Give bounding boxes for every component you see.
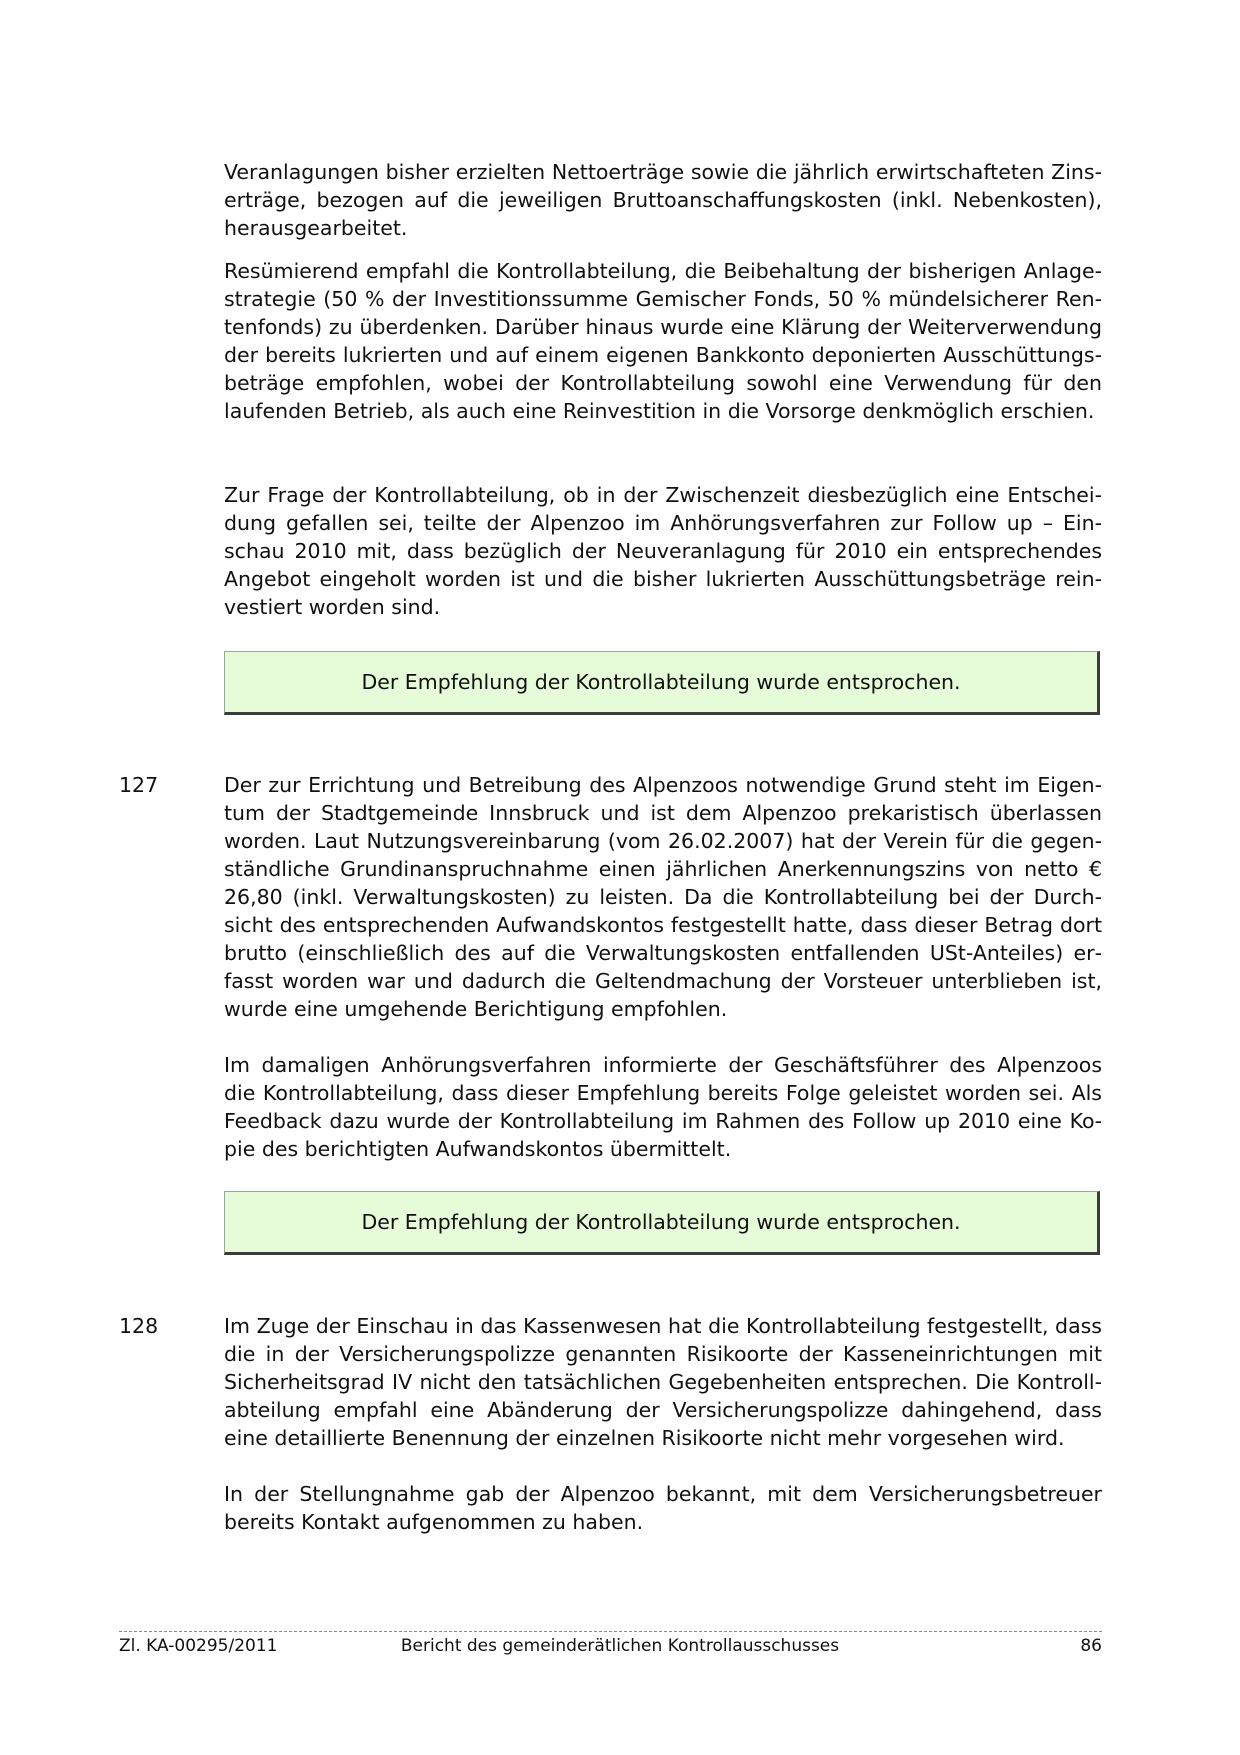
paragraph-cash-insurance: Im Zuge der Einschau in das Kassenwesen hat die Kontrollabteilung festgestellt, dass die in der Versicherungspolizze genannten Risikoorte der Kasseneinrichtungen mit Sicherheitsgrad IV nicht den tatsächlichen Gegebenheiten entsprechen. Die Kontrollabteilung empfahl eine Abänderung der Versicherungspolizze dahingehend, dass eine detaillierte Benennung der einzelnen Risikoorte nicht mehr vorgesehen wird.	[224, 1314, 1102, 1450]
recommendation-fulfilled-box-2	[224, 1191, 1100, 1255]
footer-reference-number: Zl. KA-00295/2011	[119, 1636, 278, 1656]
recommendation-fulfilled-text-2: Der Empfehlung der Kontrollabteilung wurde entsprochen.	[361, 1210, 961, 1234]
footer-page-number: 86	[1080, 1636, 1102, 1656]
recommendation-fulfilled-text-1: Der Empfehlung der Kontrollabteilung wurde entsprochen.	[361, 670, 961, 694]
section-number-127: 127	[119, 773, 159, 797]
paragraph-follow-up-decision: Zur Frage der Kontrollabteilung, ob in der Zwischenzeit diesbezüglich eine Entscheidung gefallen sei, teilte der Alpenzoo im Anhörungsverfahren zur Follow up – Einschau 2010 mit, dass bezüglich der Neuveranlagung für 2010 ein entsprechendes Angebot eingeholt worden ist und die bisher lukrierten Ausschüttungsbeträge reinvestiert worden sind.	[224, 483, 1102, 619]
recommendation-fulfilled-box-1	[224, 651, 1100, 715]
paragraph-ground-usage: Der zur Errichtung und Betreibung des Alpenzoos notwendige Grund steht im Eigentum der Stadtgemeinde Innsbruck und ist dem Alpenzoo prekaristisch überlassen worden. Laut Nutzungsvereinbarung (vom 26.02.2007) hat der Verein für die gegenständliche Grundinanspruchnahme einen jährlichen Anerkennungszins von netto € 26,80 (inkl. Verwaltungskosten) zu leisten. Da die Kontrollabteilung bei der Durchsicht des entsprechenden Aufwandskontos festgestellt hatte, dass dieser Betrag dort brutto (einschließlich des auf die Verwaltungskosten entfallenden USt-Anteiles) erfasst worden war und dadurch die Geltendmachung der Vorsteuer unterblieben ist, wurde eine umgehende Berichtigung empfohlen.	[224, 773, 1102, 1021]
section-number-128: 128	[119, 1314, 159, 1338]
paragraph-hearing-procedure: Im damaligen Anhörungsverfahren informierte der Geschäftsführer des Alpenzoos die Kontrollabteilung, dass dieser Empfehlung bereits Folge geleistet worden sei. Als Feedback dazu wurde der Kontrollabteilung im Rahmen des Follow up 2010 eine Kopie des berichtigten Aufwandskontos übermittelt.	[224, 1053, 1102, 1161]
paragraph-investment-strategy: Resümierend empfahl die Kontrollabteilung, die Beibehaltung der bisherigen Anlagestrategie (50 % der Investitionssumme Gemischer Fonds, 50 % mündelsicherer Rentenfonds) zu überdenken. Darüber hinaus wurde eine Klärung der Weiterverwendung der bereits lukrierten und auf einem eigenen Bankkonto deponierten Ausschüttungsbeträge empfohlen, wobei der Kontrollabteilung sowohl eine Verwendung für den laufenden Betrieb, als auch eine Reinvestition in die Vorsorge denkmöglich erschien.	[224, 259, 1102, 423]
footer-report-title: Bericht des gemeinderätlichen Kontrollausschusses	[400, 1636, 840, 1656]
footer-divider	[119, 1631, 1102, 1632]
paragraph-statement: In der Stellungnahme gab der Alpenzoo bekannt, mit dem Versicherungsbetreuer bereits Kontakt aufgenommen zu haben.	[224, 1482, 1102, 1534]
paragraph-net-earnings: Veranlagungen bisher erzielten Nettoerträge sowie die jährlich erwirtschafteten Zinserträge, bezogen auf die jeweiligen Bruttoanschaffungskosten (inkl. Nebenkosten), herausgearbeitet.	[224, 160, 1102, 240]
